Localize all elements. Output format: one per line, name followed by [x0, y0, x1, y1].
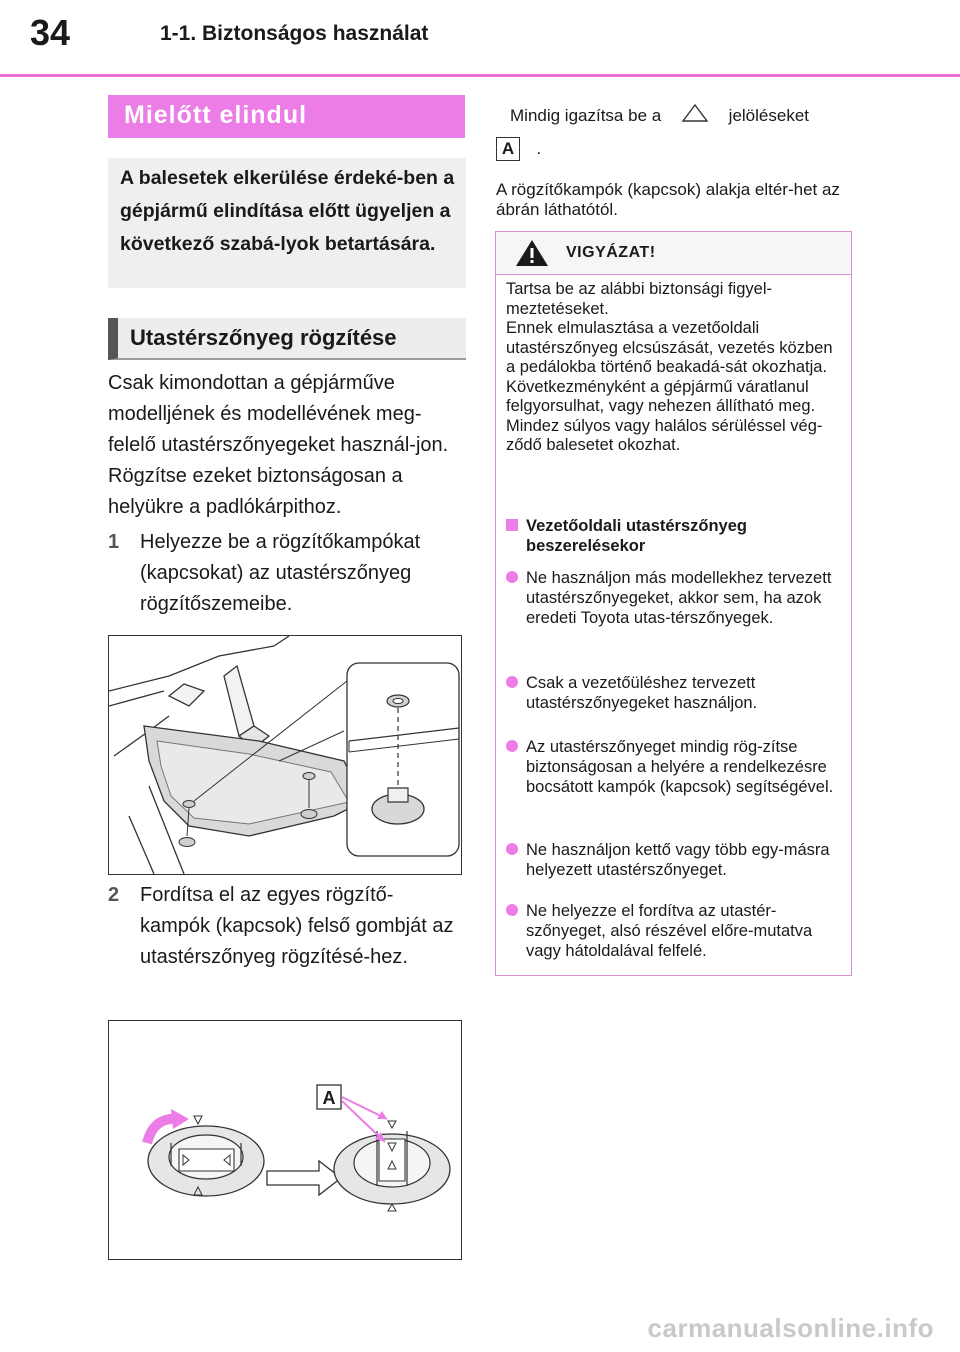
- warning-bullet-text: Ne használjon kettő vagy több egy-másra helyezett utastérszőnyeget.: [526, 841, 830, 879]
- warning-title: VIGYÁZAT!: [566, 244, 656, 261]
- step-text: Fordítsa el az egyes rögzítő-kampók (kapcsok) felső gombját az utastérszőnyeg rögzítésé-hez.: [140, 884, 454, 968]
- warning-bullet: [506, 568, 836, 648]
- subheading-label: Utastérszőnyeg rögzítése: [130, 325, 397, 350]
- warning-bullet: [506, 673, 836, 713]
- warning-bullet-text: Csak a vezetőüléshez tervezett utastérszőnyegeket használjon.: [526, 674, 758, 712]
- callout-label-a: A: [322, 1088, 336, 1108]
- warning-subheading-text: Vezetőoldali utastérszőnyeg beszerelésekor: [526, 517, 747, 555]
- warning-icon: [514, 238, 550, 268]
- step-1: [108, 527, 468, 622]
- step-text: Helyezze be a rögzítőkampókat (kapcsokat) az utastérszőnyeg rögzítőszemeibe.: [140, 531, 421, 615]
- step-number: 2: [108, 884, 120, 906]
- step-number: 1: [108, 531, 120, 553]
- body-paragraph: Csak kimondottan a gépjárműve modelljének és modellévének meg-felelő utastérszőnyegeket használ-jon. Rögzítse ezeket biztonságosan a helyükre a padlókárpithoz.: [108, 372, 449, 518]
- warning-subheading: [506, 516, 836, 556]
- warning-header: [496, 232, 851, 275]
- warning-bullet: [506, 737, 836, 817]
- warning-bullet-text: Ne helyezze el fordítva az utastér-szőnyeget, alsó részével előre-mutatva vagy hátoldalával felfelé.: [526, 902, 813, 960]
- alignment-label-row: [496, 137, 541, 161]
- floor-mat-drawing: [109, 636, 461, 874]
- page-number: 34: [30, 12, 71, 53]
- floor-mat-illustration: [108, 635, 462, 875]
- triangle-mark-icon: [680, 103, 710, 123]
- warning-bullet: [506, 901, 836, 961]
- bullet-icon: [506, 843, 518, 855]
- hook-rotation-drawing: [109, 1021, 461, 1259]
- label-a-box: A: [496, 137, 520, 161]
- warning-bullet-text: Az utastérszőnyeget mindig rög-zítse biztonságosan a helyére a rendelkezésre bocsátott kampók (kapcsok) segítségével.: [526, 738, 834, 796]
- section-title: 1-1. Biztonságos használat: [160, 22, 429, 45]
- alignment-instruction: [510, 103, 850, 126]
- intro-box: [108, 158, 466, 288]
- warning-lead: Tartsa be az alábbi biztonsági figyel-meztetéseket. Ennek elmulasztása a vezetőoldali utastérszőnyeg elcsúszását, vezetés közben a pedálokba történő beakadá-sát okozhatja. Következményként a gépjármű váratlanul felgyorsulhat, vagy nehezen állítható meg. Mindez súlyos vagy halálos sérüléssel vég-ződő balesetet okozhat.: [506, 280, 833, 454]
- header-divider: [0, 74, 960, 77]
- square-bullet-icon: [506, 519, 518, 531]
- warning-box: [495, 231, 852, 976]
- intro-text: A balesetek elkerülése érdeké-ben a gépjármű elindítása előtt ügyeljen a következő szabá-lyok betartására.: [120, 167, 455, 255]
- hook-rotation-illustration: [108, 1020, 462, 1260]
- section-banner: [108, 95, 465, 138]
- subheading: [108, 318, 466, 360]
- alignment-text-start: Mindig igazítsa be a: [510, 106, 662, 125]
- warning-bullet-text: Ne használjon más modellekhez tervezett utastérszőnyegeket, akkor sem, ha azok eredeti Toyota utas-térszőnyegek.: [526, 569, 832, 627]
- bullet-icon: [506, 740, 518, 752]
- hook-shape-note: A rögzítőkampók (kapcsok) alakja eltér-het az ábrán láthatótól.: [496, 180, 840, 219]
- step-2: [108, 880, 468, 1005]
- bullet-icon: [506, 571, 518, 583]
- section-banner-label: Mielőtt elindul: [124, 101, 308, 129]
- bullet-icon: [506, 676, 518, 688]
- warning-bullet: [506, 840, 836, 880]
- bullet-icon: [506, 904, 518, 916]
- alignment-period: .: [536, 139, 542, 158]
- alignment-text-end: jelöléseket: [728, 106, 809, 125]
- watermark: carmanualsonline.info: [647, 1313, 934, 1343]
